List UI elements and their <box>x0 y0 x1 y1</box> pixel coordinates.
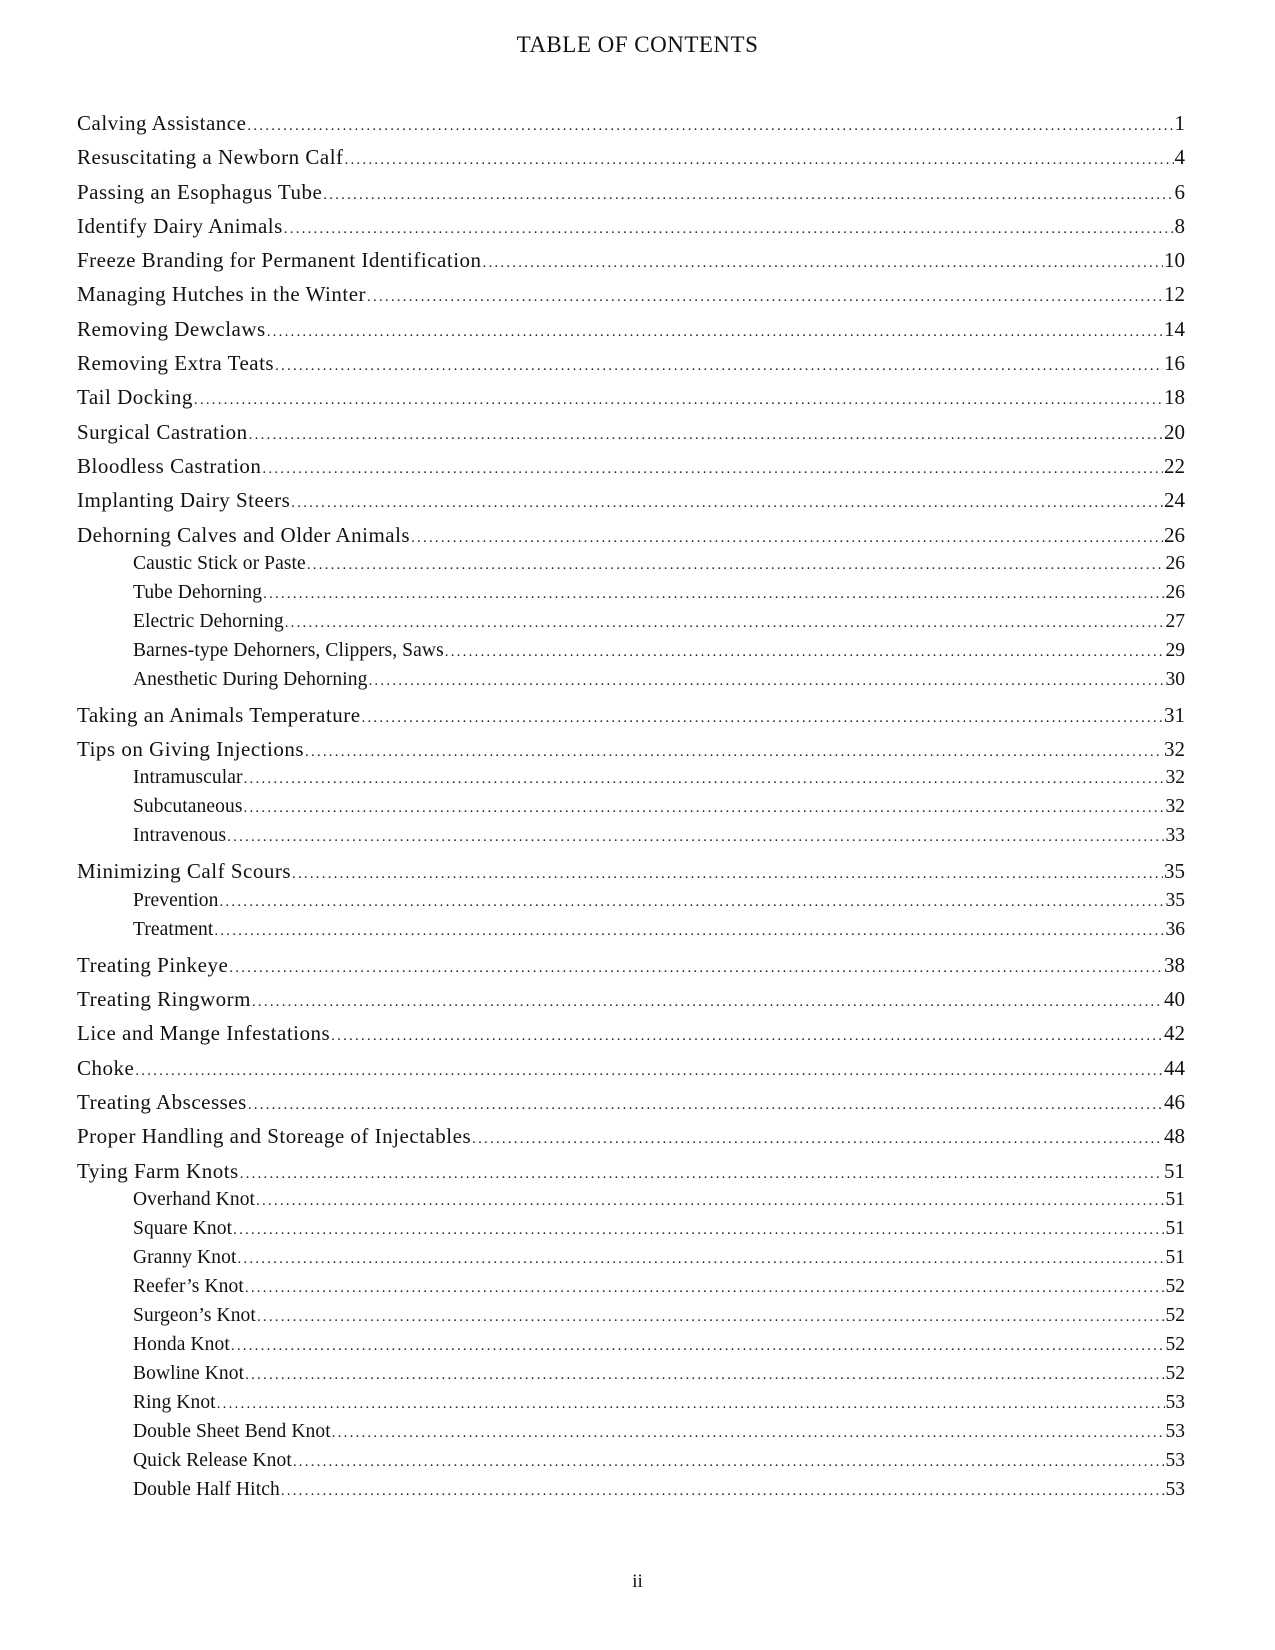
entry-page-number: 46 <box>1164 1089 1185 1114</box>
toc-entry[interactable] <box>77 243 1185 277</box>
entry-page-number: 1 <box>1174 111 1185 135</box>
toc-entry[interactable] <box>77 449 1185 483</box>
toc-entry[interactable] <box>77 732 1185 766</box>
entry-page-number: 4 <box>1174 145 1185 170</box>
toc-entry[interactable] <box>77 346 1185 380</box>
entry-page-number: 52 <box>1165 1275 1185 1297</box>
entry-page-number: 26 <box>1165 581 1185 603</box>
entry-page-number: 35 <box>1164 859 1185 884</box>
entry-label: Treating Abscesses <box>77 1089 247 1114</box>
entry-page-number: 29 <box>1165 639 1185 661</box>
toc-entry[interactable] <box>77 948 1185 982</box>
toc-entry[interactable] <box>77 140 1185 174</box>
dot-leader <box>135 1054 1163 1085</box>
entry-page-number: 42 <box>1164 1021 1185 1046</box>
entry-label: Intramuscular <box>133 767 243 789</box>
dot-leader <box>245 1274 1165 1301</box>
toc-subentry[interactable] <box>77 1475 1185 1504</box>
page-title: TABLE OF CONTENTS <box>516 32 759 57</box>
toc-subentry[interactable] <box>77 1417 1185 1446</box>
entry-page-number: 27 <box>1165 610 1185 632</box>
toc-entry[interactable] <box>77 106 1185 140</box>
entry-label: Barnes-type Dehorners, Clippers, Saws <box>133 639 444 661</box>
entry-label: Minimizing Calf Scours <box>77 859 291 884</box>
dot-leader <box>284 212 1174 243</box>
toc-entry[interactable] <box>77 854 1185 888</box>
entry-page-number: 33 <box>1165 825 1185 847</box>
entry-label: Resuscitating a Newborn Calf <box>77 145 344 170</box>
entry-page-number: 51 <box>1165 1217 1185 1239</box>
entry-label: Subcutaneous <box>133 796 243 818</box>
toc-entry[interactable] <box>77 1154 1185 1188</box>
entry-label: Treatment <box>133 918 214 940</box>
entry-label: Honda Knot <box>133 1333 230 1355</box>
dot-leader <box>249 418 1163 449</box>
dot-leader <box>292 857 1163 888</box>
entry-label: Anesthetic During Dehorning <box>133 668 368 690</box>
dot-leader <box>194 383 1163 414</box>
entry-label: Taking an Animals Temperature <box>77 702 361 727</box>
toc-entry[interactable] <box>77 175 1185 209</box>
dot-leader <box>229 951 1163 982</box>
entry-page-number: 52 <box>1165 1304 1185 1326</box>
dot-leader <box>244 765 1165 792</box>
toc-entry[interactable] <box>77 982 1185 1016</box>
toc-entry[interactable] <box>77 277 1185 311</box>
toc-subentry[interactable] <box>77 763 1185 792</box>
dot-leader <box>248 1088 1163 1119</box>
toc-subentry[interactable] <box>77 1272 1185 1301</box>
toc-subentry[interactable] <box>77 1330 1185 1359</box>
dot-leader <box>267 315 1163 346</box>
dot-leader <box>231 1332 1165 1359</box>
entry-label: Managing Hutches in the Winter <box>77 282 367 307</box>
dot-leader <box>227 823 1164 850</box>
toc-entry[interactable] <box>77 209 1185 243</box>
entry-page-number: 26 <box>1164 522 1185 547</box>
dot-leader <box>367 280 1163 311</box>
toc-entry[interactable] <box>77 1085 1185 1119</box>
entry-label: Treating Pinkeye <box>77 952 229 977</box>
toc-subentry[interactable] <box>77 1301 1185 1330</box>
entry-page-number: 32 <box>1165 767 1185 789</box>
toc-entry[interactable] <box>77 483 1185 517</box>
entry-label: Tube Dehorning <box>133 581 263 603</box>
dot-leader <box>240 1157 1163 1188</box>
dot-leader <box>332 1419 1165 1446</box>
toc-subentry[interactable] <box>77 915 1185 944</box>
toc-entry[interactable] <box>77 1051 1185 1085</box>
toc-subentry[interactable] <box>77 578 1185 607</box>
dot-leader <box>247 109 1173 140</box>
page-number-footer: ii <box>632 1571 643 1592</box>
toc-subentry[interactable] <box>77 886 1185 915</box>
dot-leader <box>244 794 1165 821</box>
dot-leader <box>252 985 1163 1016</box>
entry-page-number: 10 <box>1164 248 1185 273</box>
dot-leader <box>217 1390 1165 1417</box>
entry-label: Calving Assistance <box>77 111 247 135</box>
toc-subentry[interactable] <box>77 1214 1185 1243</box>
entry-page-number: 51 <box>1165 1246 1185 1268</box>
toc-subentry[interactable] <box>77 1388 1185 1417</box>
entry-label: Removing Extra Teats <box>77 351 275 376</box>
toc-entry[interactable] <box>77 312 1185 346</box>
toc-subentry[interactable] <box>77 1359 1185 1388</box>
entry-label: Granny Knot <box>133 1246 237 1268</box>
entry-label: Surgeon’s Knot <box>133 1304 256 1326</box>
entry-label: Caustic Stick or Paste <box>133 552 306 574</box>
dot-leader <box>256 1187 1164 1214</box>
toc-entry[interactable] <box>77 415 1185 449</box>
table-of-contents <box>77 106 1185 1504</box>
toc-entry[interactable] <box>77 1119 1185 1153</box>
toc-subentry[interactable] <box>77 792 1185 821</box>
entry-label: Freeze Branding for Permanent Identification <box>77 248 482 273</box>
entry-page-number: 31 <box>1164 702 1185 727</box>
dot-leader <box>411 521 1163 552</box>
entry-label: Treating Ringworm <box>77 987 251 1012</box>
entry-label: Passing an Esophagus Tube <box>77 179 323 204</box>
dot-leader <box>237 1245 1164 1272</box>
entry-label: Quick Release Knot <box>133 1449 292 1471</box>
entry-page-number: 20 <box>1164 419 1185 444</box>
entry-label: Choke <box>77 1055 135 1080</box>
entry-label: Ring Knot <box>133 1391 216 1413</box>
entry-label: Implanting Dairy Steers <box>77 488 291 513</box>
toc-subentry[interactable] <box>77 1185 1185 1214</box>
dot-leader <box>275 349 1163 380</box>
entry-page-number: 8 <box>1174 213 1185 238</box>
toc-subentry[interactable] <box>77 821 1185 850</box>
entry-page-number: 14 <box>1164 316 1185 341</box>
entry-label: Double Sheet Bend Knot <box>133 1420 331 1442</box>
dot-leader <box>445 638 1165 665</box>
dot-leader <box>263 580 1164 607</box>
entry-page-number: 51 <box>1164 1158 1185 1183</box>
entry-label: Prevention <box>133 889 219 911</box>
toc-subentry[interactable] <box>77 1243 1185 1272</box>
entry-page-number: 53 <box>1165 1478 1185 1500</box>
entry-label: Bowline Knot <box>133 1362 245 1384</box>
dot-leader <box>293 1448 1165 1475</box>
entry-page-number: 32 <box>1165 796 1185 818</box>
entry-label: Intravenous <box>133 825 227 847</box>
entry-label: Identify Dairy Animals <box>77 213 283 238</box>
toc-subentry[interactable] <box>77 549 1185 578</box>
entry-page-number: 52 <box>1165 1333 1185 1355</box>
dot-leader <box>323 178 1173 209</box>
entry-label: Electric Dehorning <box>133 610 284 632</box>
toc-subentry[interactable] <box>77 1446 1185 1475</box>
entry-page-number: 16 <box>1164 351 1185 376</box>
entry-page-number: 18 <box>1164 385 1185 410</box>
toc-entry[interactable] <box>77 380 1185 414</box>
entry-page-number: 53 <box>1165 1420 1185 1442</box>
entry-label: Lice and Mange Infestations <box>77 1021 331 1046</box>
entry-page-number: 36 <box>1165 918 1185 940</box>
entry-label: Proper Handling and Storeage of Injectables <box>77 1124 472 1149</box>
entry-page-number: 30 <box>1165 668 1185 690</box>
dot-leader <box>362 701 1163 732</box>
entry-page-number: 24 <box>1164 488 1185 513</box>
toc-subentry[interactable] <box>77 607 1185 636</box>
entry-page-number: 12 <box>1164 282 1185 307</box>
dot-leader <box>483 246 1163 277</box>
toc-subentry[interactable] <box>77 665 1185 694</box>
entry-page-number: 26 <box>1165 552 1185 574</box>
toc-subentry[interactable] <box>77 636 1185 665</box>
entry-page-number: 38 <box>1164 952 1185 977</box>
entry-label: Overhand Knot <box>133 1188 256 1210</box>
entry-label: Bloodless Castration <box>77 453 262 478</box>
dot-leader <box>262 452 1163 483</box>
dot-leader <box>345 143 1174 174</box>
dot-leader <box>368 667 1164 694</box>
dot-leader <box>233 1216 1164 1243</box>
dot-leader <box>291 486 1163 517</box>
entry-page-number: 40 <box>1164 987 1185 1012</box>
toc-entry[interactable] <box>77 698 1185 732</box>
entry-page-number: 51 <box>1165 1188 1185 1210</box>
dot-leader <box>257 1303 1165 1330</box>
entry-label: Removing Dewclaws <box>77 316 266 341</box>
entry-label: Tail Docking <box>77 385 193 410</box>
entry-page-number: 22 <box>1164 453 1185 478</box>
dot-leader <box>214 917 1164 944</box>
entry-page-number: 52 <box>1165 1362 1185 1384</box>
entry-page-number: 48 <box>1164 1124 1185 1149</box>
entry-label: Tying Farm Knots <box>77 1158 239 1183</box>
dot-leader <box>281 1477 1165 1504</box>
toc-entry[interactable] <box>77 1016 1185 1050</box>
entry-label: Double Half Hitch <box>133 1478 280 1500</box>
dot-leader <box>331 1019 1163 1050</box>
entry-label: Surgical Castration <box>77 419 248 444</box>
dot-leader <box>219 888 1164 915</box>
entry-page-number: 53 <box>1165 1391 1185 1413</box>
entry-page-number: 32 <box>1164 737 1185 762</box>
dot-leader <box>305 735 1163 766</box>
entry-page-number: 44 <box>1164 1055 1185 1080</box>
dot-leader <box>307 551 1165 578</box>
toc-entry[interactable] <box>77 518 1185 552</box>
entry-label: Reefer’s Knot <box>133 1275 244 1297</box>
entry-page-number: 6 <box>1174 179 1185 204</box>
dot-leader <box>245 1361 1164 1388</box>
entry-label: Tips on Giving Injections <box>77 737 304 762</box>
entry-label: Square Knot <box>133 1217 233 1239</box>
dot-leader <box>472 1122 1163 1153</box>
entry-page-number: 53 <box>1165 1449 1185 1471</box>
entry-label: Dehorning Calves and Older Animals <box>77 522 411 547</box>
dot-leader <box>285 609 1165 636</box>
entry-page-number: 35 <box>1165 889 1185 911</box>
